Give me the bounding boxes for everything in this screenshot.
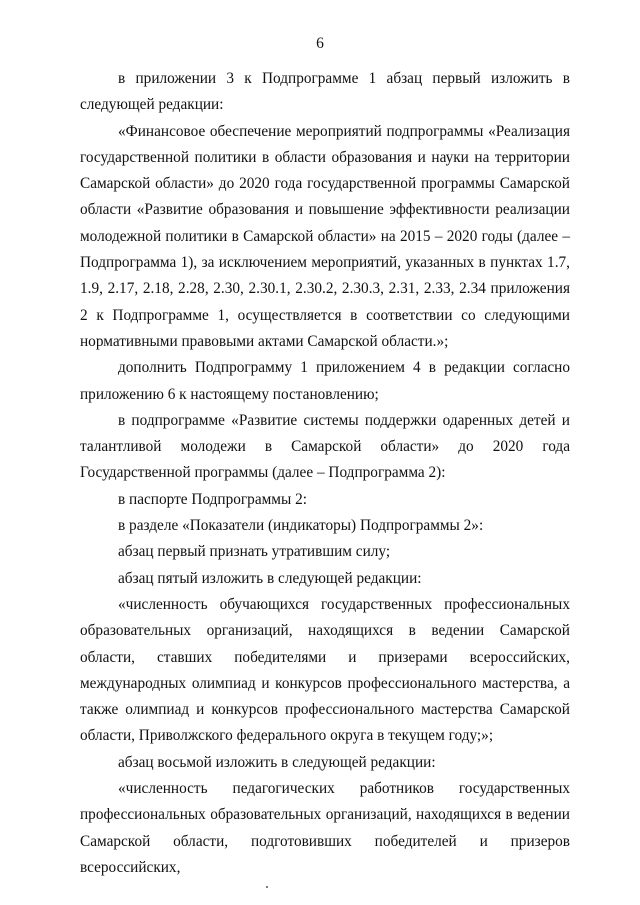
paragraph-financing-quote: «Финансовое обеспечение мероприятий подпрограммы «Реализация государственной политики в области образования и науки на территории Самарской области» до 2020 года государственной программы Самарской области «Развитие образования и повышение эффективности реализации молодежной политики в Самарской области» на 2015 – 2020 годы (далее – Подпрограмма 1), за исключением мероприятий, указанных в пунктах 1.7, 1.9, 2.17, 2.18, 2.28, 2.30, 2.30.1, 2.30.2, 2.30.3, 2.31, 2.33, 2.34 приложения 2 к Подпрограмме 1, осуществляется в соответствии со следующими нормативными правовыми актами Самарской области.»;: [80, 122, 570, 350]
paragraph-indicators-section: в разделе «Показатели (индикаторы) Подпрограммы 2»:: [118, 517, 484, 535]
document-body: [80, 66, 570, 881]
paragraph-add-appendix-4: дополнить Подпрограмму 1 приложением 4 в редакции согласно приложению 6 к настоящему постановлению;: [80, 359, 570, 403]
paragraph-eighth-intro: абзац восьмой изложить в следующей редакции:: [118, 753, 436, 771]
paragraph-passport: в паспорте Подпрограммы 2:: [118, 490, 307, 508]
paragraph-appendix-3-intro: в приложении 3 к Подпрограмме 1 абзац первый изложить в следующей редакции:: [80, 70, 570, 114]
paragraph-fifth-intro: абзац пятый изложить в следующей редакции:: [118, 569, 422, 587]
paragraph-subprogram-2-intro: в подпрограмме «Развитие системы поддержки одаренных детей и талантливой молодежи в Самарской области» до 2020 года Государственной программы (далее – Подпрограмма 2):: [80, 411, 570, 482]
paragraph-eighth-quote: «численность педагогических работников государственных профессиональных образовательных организаций, находящихся в ведении Самарской области, подготовивших победителей и призеров всероссийских,: [80, 780, 570, 876]
paragraph-fifth-quote: «численность обучающихся государственных профессиональных образовательных организаций, находящихся в ведении Самарской области, ставших победителями и призерами всероссийских, международных олимпиад и конкурсов профессионального мастерства, а также олимпиад и конкурсов профессионального мастерства Самарской области, Приволжского федерального округа в текущем году;»;: [80, 595, 570, 745]
page-number: 6: [316, 35, 324, 52]
paragraph-first-void: абзац первый признать утратившим силу;: [118, 543, 391, 561]
scan-speck: [266, 886, 268, 888]
